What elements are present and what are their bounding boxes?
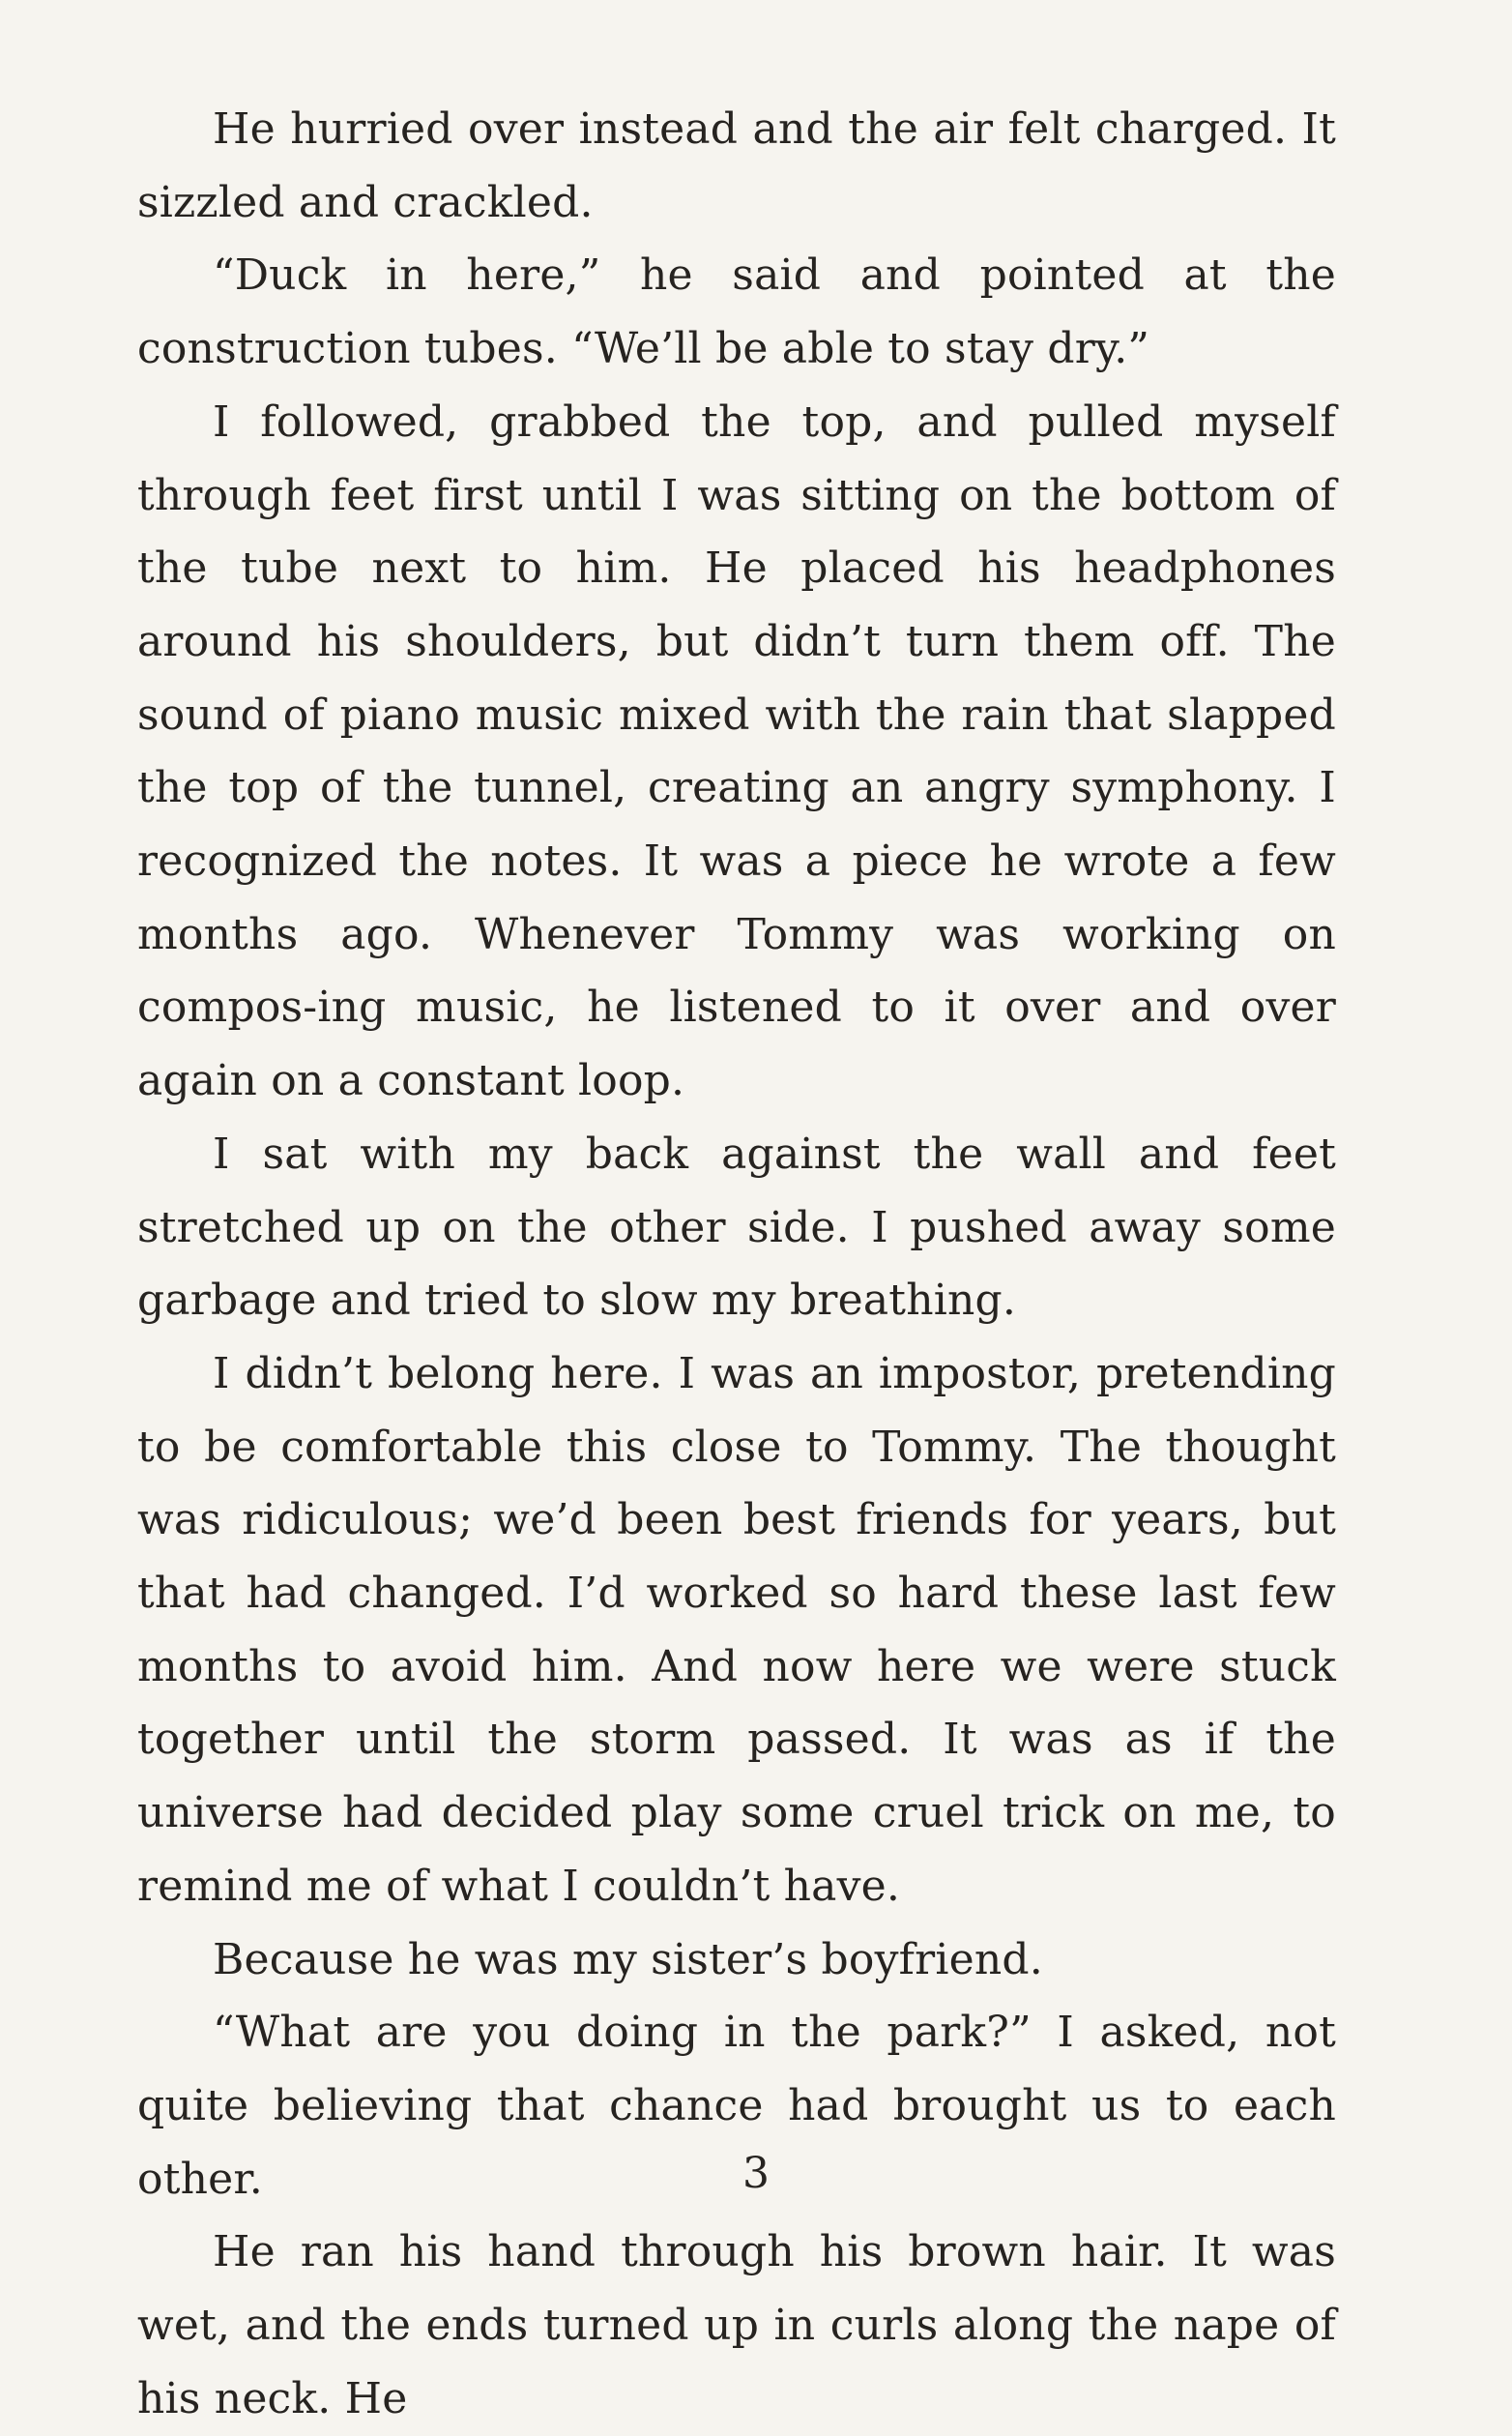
- paragraph-8: He ran his hand through his brown hair. It was wet, and the ends turned up in curls along the nape of his neck. He: [137, 2227, 1336, 2423]
- page-number: 3: [742, 2149, 770, 2198]
- paragraph-6: Because he was my sister’s boyfriend.: [213, 1934, 1043, 1984]
- paragraph-2: “Duck in here,” he said and pointed at the construction tubes. “We’ll be able to stay dry.”: [137, 250, 1336, 374]
- paragraph-4: I sat with my back against the wall and feet stretched up on the other side. I pushed away some garbage and tried to slow my breathing.: [137, 1129, 1336, 1326]
- body-text: [137, 93, 1336, 2436]
- paragraph-3: I followed, grabbed the top, and pulled myself through feet first until I was sitting on the bottom of the tube next to him. He placed his headphones around his shoulders, but didn’t turn them off. The sound of piano music mixed with the rain that slapped the top of the tunnel, creating an angry symphony. I recognized the notes. It was a piece he wrote a few months ago. Whenever Tommy was working on compos-ing music, he listened to it over and over again on a constant loop.: [137, 396, 1336, 1106]
- paragraph-1: He hurried over instead and the air felt charged. It sizzled and crackled.: [137, 104, 1336, 227]
- paragraph-5: I didn’t belong here. I was an impostor, pretending to be comfortable this close to Tommy. The thought was ridiculous; we’d been best friends for years, but that had changed. I’d worked so hard these last few months to avoid him. And now here we were stuck together until the storm passed. It was as if the universe had decided play some cruel trick on me, to remind me of what I couldn’t have.: [137, 1348, 1336, 1911]
- paragraph-7: “What are you doing in the park?” I asked, not quite believing that chance had brought us to each other.: [137, 2008, 1336, 2204]
